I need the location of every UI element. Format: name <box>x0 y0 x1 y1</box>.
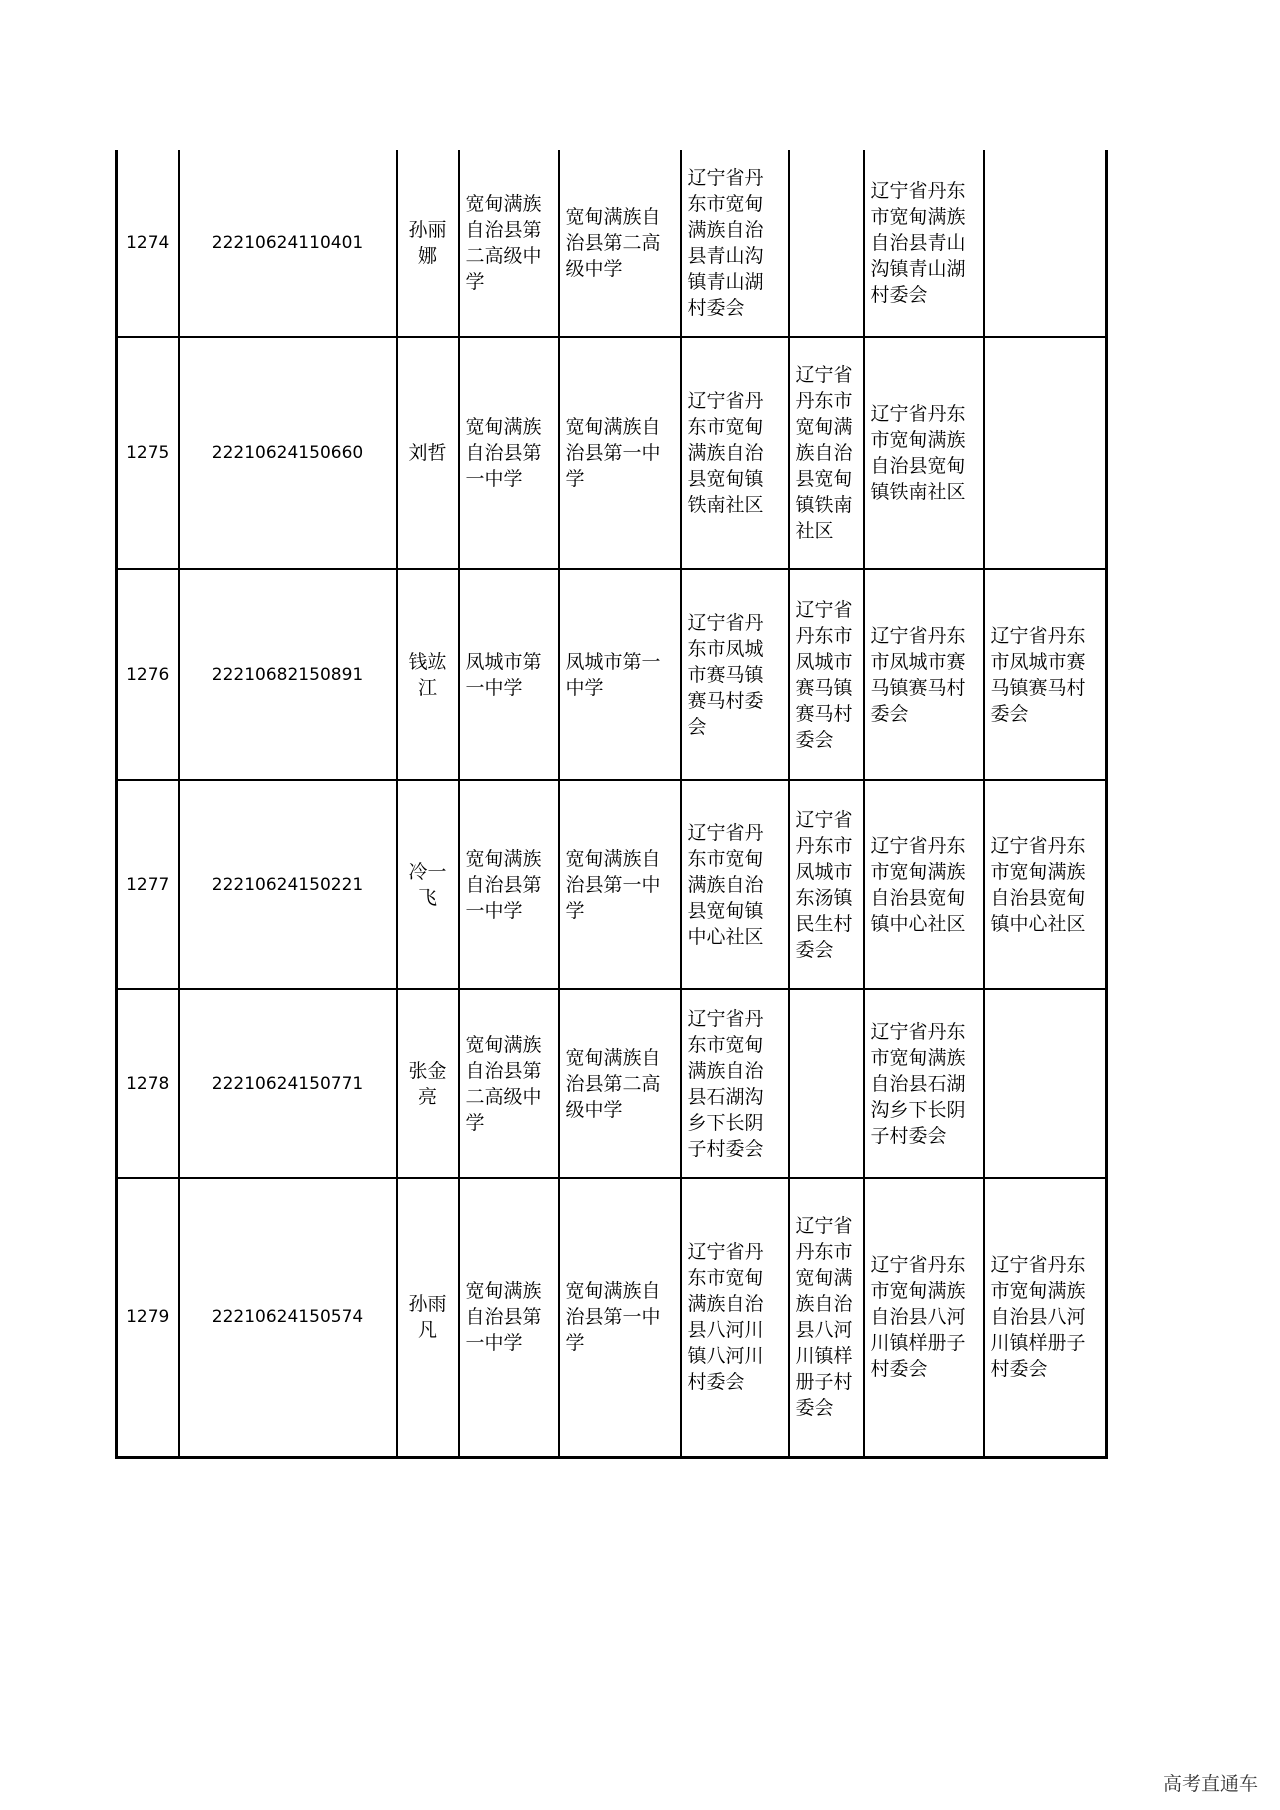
exam-number-cell: 22210624150221 <box>179 780 397 989</box>
household-address-cell: 辽宁省丹东市宽甸满族自治县宽甸镇中心社区 <box>681 780 789 989</box>
parent-address-cell-1: 辽宁省丹东市凤城市东汤镇民生村委会 <box>789 780 864 989</box>
parent-address-cell-3: 辽宁省丹东市宽甸满族自治县八河川镇样册子村委会 <box>984 1178 1107 1457</box>
graduated-school-cell: 凤城市第一中学 <box>559 569 681 780</box>
graduated-school-cell: 宽甸满族自治县第一中学 <box>559 337 681 569</box>
school-cell: 宽甸满族自治县第一中学 <box>459 780 559 989</box>
seq-cell: 1276 <box>117 569 179 780</box>
table-row <box>117 780 1107 989</box>
seq-cell: 1277 <box>117 780 179 989</box>
exam-number-cell: 22210682150891 <box>179 569 397 780</box>
graduated-school-cell: 宽甸满族自治县第一中学 <box>559 1178 681 1457</box>
seq-cell: 1278 <box>117 989 179 1178</box>
exam-number-cell: 22210624110401 <box>179 150 397 337</box>
parent-address-cell-1: 辽宁省丹东市凤城市赛马镇赛马村委会 <box>789 569 864 780</box>
seq-cell: 1279 <box>117 1178 179 1457</box>
parent-address-cell-2: 辽宁省丹东市宽甸满族自治县石湖沟乡下长阴子村委会 <box>864 989 984 1178</box>
parent-address-cell-1 <box>789 989 864 1178</box>
school-cell: 宽甸满族自治县第一中学 <box>459 1178 559 1457</box>
document-page <box>115 150 1105 1459</box>
parent-address-cell-3: 辽宁省丹东市凤城市赛马镇赛马村委会 <box>984 569 1107 780</box>
parent-address-cell-1: 辽宁省丹东市宽甸满族自治县八河川镇样册子村委会 <box>789 1178 864 1457</box>
household-address-cell: 辽宁省丹东市宽甸满族自治县青山沟镇青山湖村委会 <box>681 150 789 337</box>
parent-address-cell-3 <box>984 337 1107 569</box>
exam-number-cell: 22210624150660 <box>179 337 397 569</box>
table-row <box>117 337 1107 569</box>
school-cell: 凤城市第一中学 <box>459 569 559 780</box>
household-address-cell: 辽宁省丹东市凤城市赛马镇赛马村委会 <box>681 569 789 780</box>
seq-cell: 1274 <box>117 150 179 337</box>
student-table <box>115 150 1108 1459</box>
parent-address-cell-2: 辽宁省丹东市凤城市赛马镇赛马村委会 <box>864 569 984 780</box>
parent-address-cell-1 <box>789 150 864 337</box>
name-cell: 刘哲 <box>397 337 459 569</box>
name-cell: 孙雨凡 <box>397 1178 459 1457</box>
school-cell: 宽甸满族自治县第一中学 <box>459 337 559 569</box>
parent-address-cell-1: 辽宁省丹东市宽甸满族自治县宽甸镇铁南社区 <box>789 337 864 569</box>
parent-address-cell-2: 辽宁省丹东市宽甸满族自治县八河川镇样册子村委会 <box>864 1178 984 1457</box>
graduated-school-cell: 宽甸满族自治县第二高级中学 <box>559 150 681 337</box>
school-cell: 宽甸满族自治县第二高级中学 <box>459 150 559 337</box>
watermark: 高考直通车 <box>1162 1773 1258 1795</box>
graduated-school-cell: 宽甸满族自治县第一中学 <box>559 780 681 989</box>
seq-cell: 1275 <box>117 337 179 569</box>
parent-address-cell-2: 辽宁省丹东市宽甸满族自治县青山沟镇青山湖村委会 <box>864 150 984 337</box>
parent-address-cell-2: 辽宁省丹东市宽甸满族自治县宽甸镇铁南社区 <box>864 337 984 569</box>
parent-address-cell-2: 辽宁省丹东市宽甸满族自治县宽甸镇中心社区 <box>864 780 984 989</box>
parent-address-cell-3 <box>984 150 1107 337</box>
name-cell: 冷一飞 <box>397 780 459 989</box>
name-cell: 张金亮 <box>397 989 459 1178</box>
name-cell: 钱竑江 <box>397 569 459 780</box>
school-cell: 宽甸满族自治县第二高级中学 <box>459 989 559 1178</box>
parent-address-cell-3: 辽宁省丹东市宽甸满族自治县宽甸镇中心社区 <box>984 780 1107 989</box>
table-row <box>117 1178 1107 1457</box>
household-address-cell: 辽宁省丹东市宽甸满族自治县宽甸镇铁南社区 <box>681 337 789 569</box>
exam-number-cell: 22210624150771 <box>179 989 397 1178</box>
table-row <box>117 150 1107 337</box>
graduated-school-cell: 宽甸满族自治县第二高级中学 <box>559 989 681 1178</box>
exam-number-cell: 22210624150574 <box>179 1178 397 1457</box>
parent-address-cell-3 <box>984 989 1107 1178</box>
table-row <box>117 569 1107 780</box>
household-address-cell: 辽宁省丹东市宽甸满族自治县石湖沟乡下长阴子村委会 <box>681 989 789 1178</box>
household-address-cell: 辽宁省丹东市宽甸满族自治县八河川镇八河川村委会 <box>681 1178 789 1457</box>
name-cell: 孙丽娜 <box>397 150 459 337</box>
table-row <box>117 989 1107 1178</box>
